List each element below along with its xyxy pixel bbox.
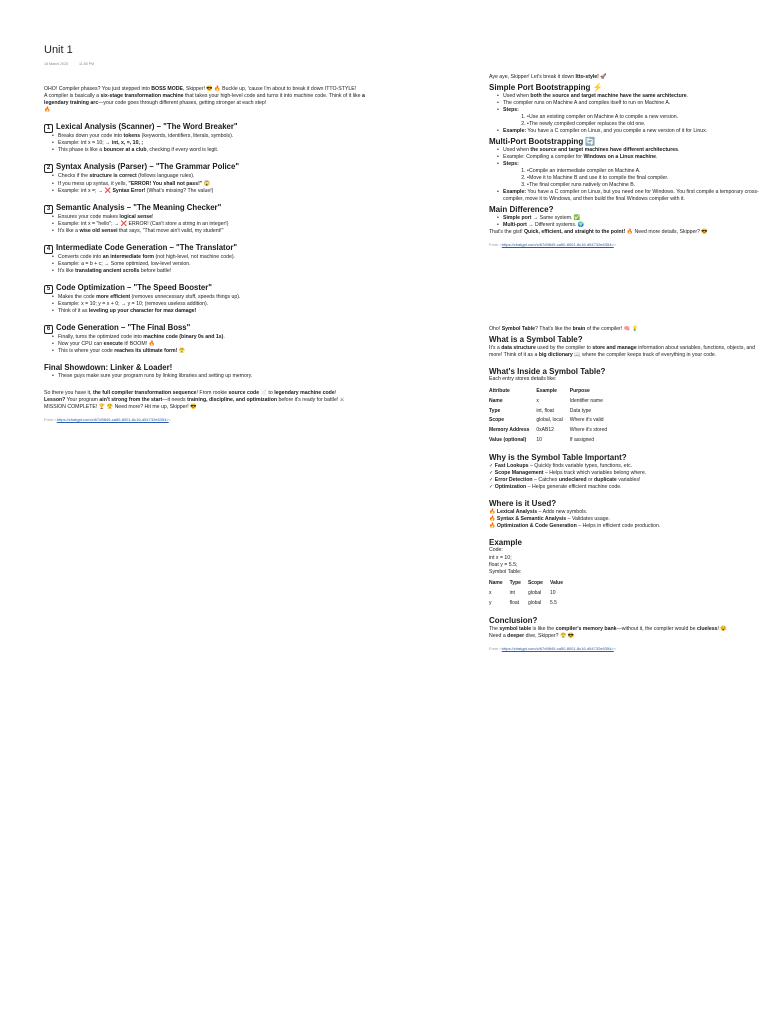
list-item: • This is where your code reaches its ultimate form! 😤 [52,348,384,355]
table-cell: Type [489,407,501,414]
table-cell: Name [489,397,503,404]
step-item: • 1. Use an existing compiler on Machine A to compile a new version. [527,114,763,121]
phase-heading [44,162,384,173]
symbol-table-note-block[interactable] [489,326,763,651]
difference-list: • Simple port → Same system. ✅ • Multi-port → Different systems. 🌍 [497,215,763,229]
table-cell: Memory Address [489,427,530,434]
source-link[interactable]: https://chatgpt.com/c/67d9849-ca50-8001-8c16-d54732e6354> [501,241,614,247]
example-heading: Example [489,537,522,547]
table-cell: Value (optional) [489,436,527,443]
symbol-intro: Oho! Symbol Table? That's like the brain of the compiler! 🧠 💡 [489,326,638,332]
inside-heading: What's Inside a Symbol Table? [489,366,606,376]
phase-title: Lexical Analysis (Scanner) – "The Word Breaker" [56,122,238,132]
table-row [489,426,614,436]
table-cell: int, float [536,407,554,414]
fire-icon: 🔥 [489,522,497,529]
page-date: 18 March 2025 [44,62,68,66]
phase-bullets [52,334,384,355]
table-cell: y [489,599,492,606]
list-item: • It's like translating ancient scrolls before battle! [52,268,384,275]
table-row [489,406,614,416]
number-icon: 3 [44,205,53,214]
number-icon: 5 [44,285,53,294]
source-link[interactable]: https://chatgpt.com/c/67d9849-ca50-8001-8c16-d54732e6354> [501,645,614,651]
where-item: 🔥 Syntax & Semantic Analysis – Validates usage. [489,515,610,522]
list-item: • Example: a = b + c; → Some optimized, low-level version. [52,261,384,268]
table-cell: x [489,589,492,596]
list-item: • Checks if the structure is correct (follows language rules). [52,173,384,180]
check-icon: ✓ [489,469,495,476]
phase-heading [44,122,384,133]
phase-title: Syntax Analysis (Parser) – "The Grammar Police" [56,162,240,172]
list-item: • Breaks down your code into tokens (keywords, identifiers, literals, symbols). [52,133,384,140]
simple-port-heading: Simple Port Bootstrapping ⚡ [489,83,603,93]
list-item: • Now your CPU can execute it! BOOM! 🔥 [52,341,384,348]
table-cell: Where it's stored [569,427,608,434]
why-item: ✓ Error Detection – Catches undeclared or duplicate variables! [489,476,641,483]
phase-bullets [52,133,384,154]
table-cell: global [527,599,542,606]
list-item: • Ensures your code makes logical sense! [52,214,384,221]
where-item: 🔥 Lexical Analysis – Adds new symbols. [489,508,588,515]
list-item: • If you mess up syntax, it yells, "ERROR! You shall not pass!" 😱 [52,181,384,188]
table-cell: 0xAB12 [536,427,554,434]
phase-heading [44,203,384,214]
why-heading: Why is the Symbol Table Important? [489,453,627,463]
multi-steps-list [527,168,763,189]
number-icon: 6 [44,325,53,334]
list-item: • Think of it as leveling up your character for max damage! [52,308,384,315]
mission-paragraph: MISSION COMPLETE! 🏆 😤 Need more? Hit me up, Skipper! 😎 [44,403,197,410]
check-icon: ✓ [489,476,495,483]
table-row [489,588,570,598]
final-showdown-heading: Final Showdown: Linker & Loader! [44,363,173,373]
list-item: • Converts code into an intermediate form (not high-level, not machine code). [52,254,384,261]
final-list [52,373,384,380]
table-cell: 10 [549,589,556,596]
source-line: From <https://chatgpt.com/c/67d9849-ca50-8001-8c16-d54732e6354>> [489,645,617,651]
simple-port-list: • Used when both the source and target machine have the same architecture. • The compiler runs on Machine A and compiles itself to run on Machine A. • Steps: • 1. Use an existing compiler on Machine A to compile a new version. • 2. The newly compiled compiler replaces the old one. • Example: You have a C compiler on Linux, and you compile a new version of it for Linux. [497,93,763,135]
number-icon: 1 [44,124,53,133]
fire-icon: 🔥 [489,508,497,515]
table-header-cell: Type [509,580,521,587]
table-header-cell: Purpose [569,387,590,394]
phase-bullets [52,254,384,275]
table-cell: Scope [489,417,505,424]
left-note-block[interactable] [44,86,384,422]
gist-paragraph: That's the gist! Quick, efficient, and straight to the point! 🔥 Need more details, Skipper? 😎 [489,228,708,235]
final-bullet: • These guys make sure your program runs by linking libraries and setting up memory. [52,373,384,380]
table-header-cell: Example [536,387,557,394]
source-link[interactable]: https://chatgpt.com/c/67d9849-ca50-8001-8c16-d54732e6354> [56,416,169,422]
multi-port-list: • Used when the source and target machines have different architectures. • Example: Compiling a compiler for Windows on a Linux machine. • Steps: • 1. Compile an intermediate compiler on Machine A. • 2. Move it to Machine B and use it to compile the final compiler. • 3. The final compiler runs natively on Machine B. • Example: You have a C compiler on Linux, but you need one for Windows. You first compile a temporary cross-compiler, move it to Windows, and then build the final Windows compiler with it. [497,147,763,204]
check-icon: ✓ [489,484,495,490]
page-meta [44,62,444,66]
phase-bullets [52,214,384,235]
what-is-paragraph: It's a data structure used by the compiler to store and manage information about variables, functions, objects, and more! Think of it as a big dictionary 📖 where the compiler keeps track of everything in your code. [489,344,755,358]
where-heading: Where is it Used? [489,499,557,509]
table-header-cell: Scope [527,580,543,587]
multi-port-heading: Multi-Port Bootstrapping 🔄 [489,137,596,147]
table-cell: 10 [536,436,542,443]
step-item: • 2. Move it to Machine B and use it to compile the final compiler. [527,175,763,182]
table-header-cell: Name [489,580,503,587]
phase-bullets [52,173,384,194]
table-header-cell: Attribute [489,387,510,394]
list-item: • Example: x = 10; y = x + 0; → y = 10; (removes useless addition). [52,301,384,308]
list-item: • Example: int x = "hello"; → ❌ ERROR! (Can't store a string in an integer!) [52,221,384,228]
list-item: • It's like a wise old sensei that says, "That move ain't valid, my student!" [52,228,384,235]
phase-heading [44,283,384,294]
list-item: • Makes the code more efficient (removes unnecessary stuff, speeds things up). [52,294,384,301]
table-cell: Where it's valid [569,417,604,424]
simple-steps-list [527,114,763,128]
table-cell: If assigned [569,436,594,443]
phase-heading [44,243,384,254]
why-item: ✓ Fast Lookups – Quickly finds variable types, functions, etc. [489,462,633,469]
phase-title: Semantic Analysis – "The Meaning Checker" [56,202,222,212]
number-icon: 4 [44,245,53,254]
page-title[interactable]: Unit 1 [44,44,73,56]
table-row [489,416,614,426]
list-item: • This phase is like a bouncer at a club, checking if every word is legit. [52,147,384,154]
table-header-cell: Value [549,580,564,587]
table-row [489,598,570,608]
list-item: • Example: int x = 10; → int, x, =, 10, ; [52,140,384,147]
what-is-heading: What is a Symbol Table? [489,335,583,345]
code-line: Code: [489,547,503,554]
code-lines [489,547,763,575]
why-item: ✓ Optimization – Helps generate efficient machine code. [489,484,622,490]
table-row [489,396,614,406]
attribute-table [489,386,614,445]
code-line: int x = 10; [489,554,512,561]
table-cell: x [536,397,539,404]
why-item: ✓ Scope Management – Helps track which variables belong where. [489,469,647,476]
intro-paragraph-2: A compiler is basically a six-stage transformation machine that takes your high-level code and turns it into machine code. Think of it like a legendary training arc—your code goes through different phases, getting stronger at each step! 🔥 [44,93,365,114]
step-item: • 3. The final compiler runs natively on Machine B. [527,182,763,189]
check-icon: ✓ [489,462,495,469]
intro-paragraph: OHO! Compiler phases? You just stepped into BOSS MODE, Skipper! 😎 🔥 Buckle up, 'cause I'm about to break it down ITTO-STYLE! [44,86,357,92]
table-cell: Identifier name [569,397,603,404]
where-item: 🔥 Optimization & Code Generation – Helps in efficient code production. [489,522,661,529]
code-line: float y = 5.5; [489,561,518,568]
where-list [489,509,763,530]
fire-icon: 🔥 [489,515,497,522]
main-difference-heading: Main Difference? [489,205,554,215]
phase-heading [44,323,384,334]
phase-title: Intermediate Code Generation – "The Translator" [56,242,238,252]
source-line: From <https://chatgpt.com/c/67d9849-ca50-8001-8c16-d54732e6354>> [489,241,617,247]
table-cell: 5.5 [549,599,557,606]
conclusion-paragraph: The symbol table is like the compiler's memory bank—without it, the compiler would be clueless! 😵 [489,625,727,632]
bootstrapping-note-block[interactable] [489,74,763,247]
conclusion-heading: Conclusion? [489,616,538,626]
conclusion-paragraph-2: Need a deeper dive, Skipper? 😤 😎 [489,632,575,639]
step-item: • 2. The newly compiled compiler replaces the old one. [527,121,763,128]
list-item: • Example: int x =; → ❌ Syntax Error! (What's missing? The value!) [52,188,384,195]
number-icon: 2 [44,164,53,173]
page-time: 11:55 PM [78,62,95,66]
source-line: From <https://chatgpt.com/c/67d9849-ca50-8001-8c16-d54732e6354>> [44,416,172,422]
code-line: Symbol Table: [489,568,522,575]
table-cell: global [527,589,542,596]
phases-list [44,122,384,355]
table-row [489,435,614,445]
phase-bullets [52,294,384,315]
step-item: • 1. Compile an intermediate compiler on Machine A. [527,168,763,175]
why-list [489,463,763,491]
table-cell: int [509,589,515,596]
page-header [44,44,444,66]
list-item: • Finally, turns the optimized code into machine code (binary 0s and 1s). [52,334,384,341]
lesson-paragraph: Lesson? Your program ain't strong from the start—it needs training, discipline, and optimization before it's ready for battle! ⚔ [44,396,345,403]
table-cell: Data type [569,407,592,414]
bootstrap-intro: Aye aye, Skipper! Let's break it down Itto-style! 🚀 [489,74,607,80]
table-cell: global, local [536,417,563,424]
outro-paragraph: So there you have it, the full compiler transformation sequence! From rookie source code 📄 to legendary machine code! [44,389,337,396]
table-cell: float [509,599,520,606]
example-table [489,579,570,608]
inside-subtitle: Each entry stores details like: [489,376,557,383]
phase-title: Code Generation – "The Final Boss" [56,323,191,333]
phase-title: Code Optimization – "The Speed Booster" [56,283,212,292]
